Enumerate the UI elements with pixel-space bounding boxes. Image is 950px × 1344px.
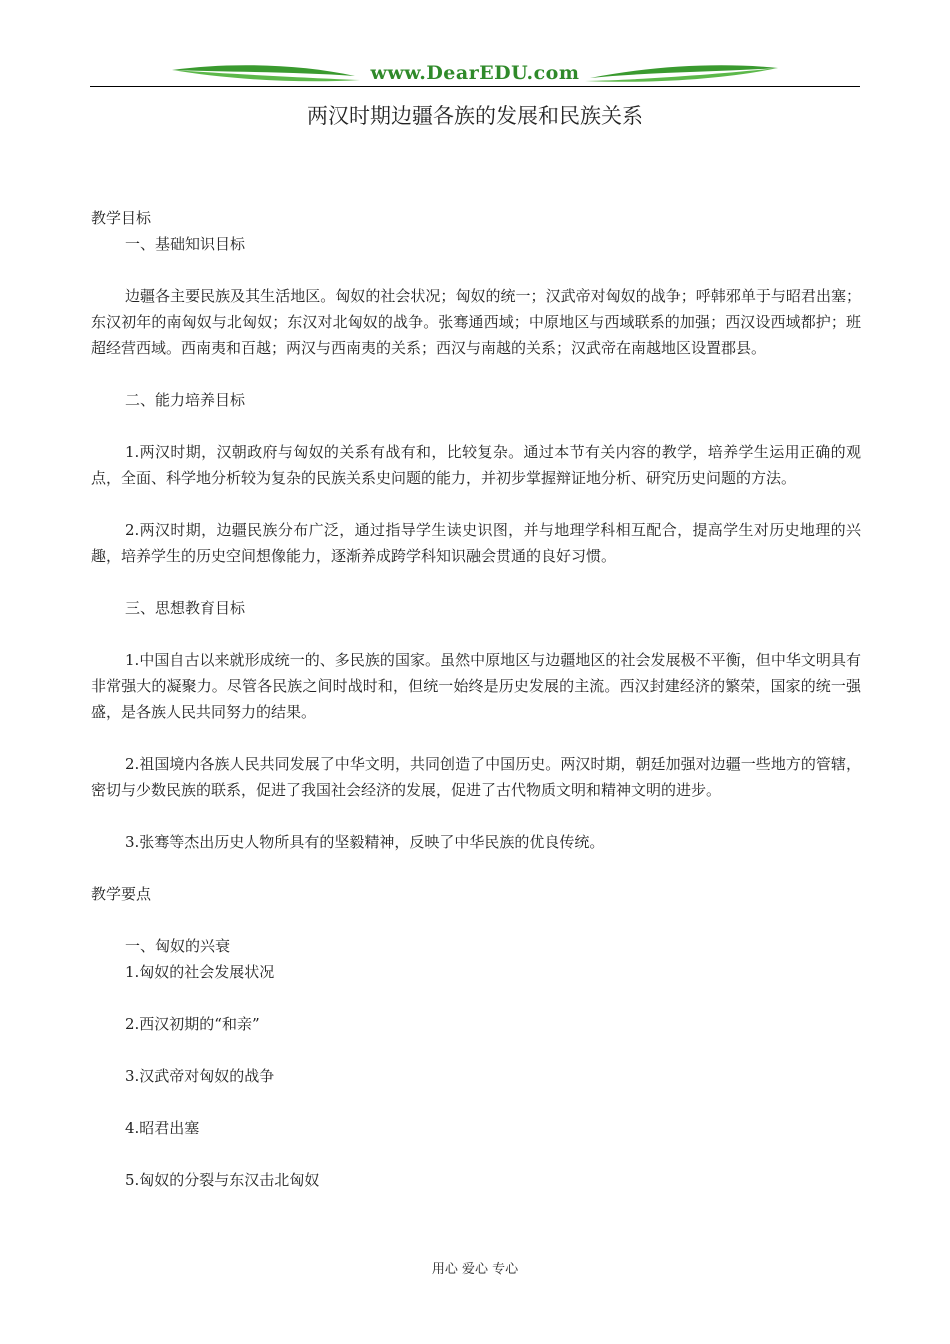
goal3-paragraph-3: 3.张骞等杰出历史人物所具有的坚毅精神，反映了中华民族的优良传统。 (125, 833, 605, 851)
keypoints-heading: 教学要点 (91, 885, 152, 903)
page-footer: 用心 爱心 专心 (431, 1262, 519, 1277)
goal2-paragraph-2: 2.两汉时期，边疆民族分布广泛，通过指导学生读史识图，并与地理学科相互配合，提高学生对历史地理的兴趣，培养学生的历史空间想像能力，逐渐养成跨学科知识融会贯通的良好习惯。 (91, 521, 861, 565)
goals-heading: 教学目标 (91, 209, 152, 227)
document-body (91, 205, 861, 1193)
goal2-paragraph-1: 1.两汉时期，汉朝政府与匈奴的关系有战有和，比较复杂。通过本节有关内容的教学，培养学生运用正确的观点，全面、科学地分析较为复杂的民族关系史问题的能力，并初步掌握辩证地分析、研究历史问题的方法。 (91, 443, 861, 487)
page-title: 两汉时期边疆各族的发展和民族关系 (307, 104, 643, 128)
goal3-heading: 三、思想教育目标 (125, 599, 246, 617)
goal2-heading: 二、能力培养目标 (125, 391, 246, 409)
list-item: 4.昭君出塞 (125, 1119, 200, 1137)
list-item: 1.匈奴的社会发展状况 (125, 963, 275, 981)
list-item: 3.汉武帝对匈奴的战争 (125, 1067, 275, 1085)
list-item: 5.匈奴的分裂与东汉击北匈奴 (125, 1171, 320, 1189)
kp1-heading: 一、匈奴的兴衰 (125, 937, 231, 955)
goal3-paragraph-1: 1.中国自古以来就形成统一的、多民族的国家。虽然中原地区与边疆地区的社会发展极不平衡，但中华文明具有非常强大的凝聚力。尽管各民族之间时战时和，但统一始终是历史发展的主流。西汉封建经济的繁荣，国家的统一强盛，是各族人民共同努力的结果。 (91, 651, 861, 721)
list-item: 2.西汉初期的“和亲” (125, 1015, 260, 1033)
site-url: www.DearEDU.com (370, 62, 580, 84)
goal1-heading: 一、基础知识目标 (125, 235, 246, 253)
goal1-text: 边疆各主要民族及其生活地区。匈奴的社会状况；匈奴的统一；汉武帝对匈奴的战争；呼韩邪单于与昭君出塞；东汉初年的南匈奴与北匈奴；东汉对北匈奴的战争。张骞通西域；中原地区与西域联系的加强；西汉设西域都护；班超经营西域。西南夷和百越；两汉与西南夷的关系；西汉与南越的关系；汉武帝在南越地区设置郡县。 (91, 287, 861, 357)
goal3-paragraph-2: 2.祖国境内各族人民共同发展了中华文明，共同创造了中国历史。两汉时期，朝廷加强对边疆一些地方的管辖，密切与少数民族的联系，促进了我国社会经济的发展，促进了古代物质文明和精神文明的进步。 (91, 755, 861, 799)
header-rule (90, 86, 860, 87)
